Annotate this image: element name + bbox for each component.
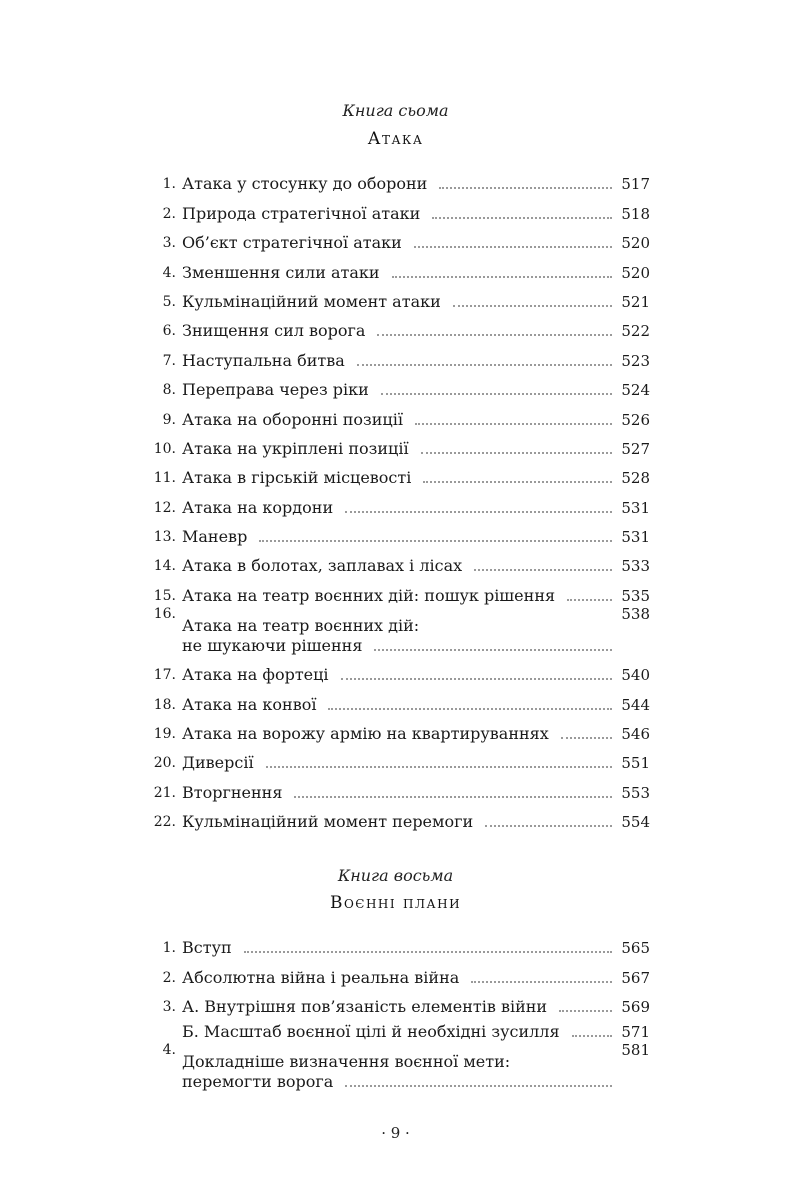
toc-entry	[146, 517, 650, 546]
dot-leader	[294, 796, 612, 798]
book8-title: Воєнні плани	[329, 893, 462, 913]
dot-leader	[572, 1035, 612, 1037]
entry-title: Атака в болотах, заплавах і лісах	[182, 556, 463, 576]
entry-title: Атака на кордони	[182, 497, 334, 517]
entry-title-continued: не шукаючи рішення	[182, 635, 363, 655]
entry-number: 1.	[162, 940, 176, 957]
toc-entry	[146, 928, 650, 957]
entry-page-number: 535	[621, 586, 650, 605]
dot-leader	[414, 246, 612, 248]
entry-number: 5.	[162, 293, 176, 310]
entry-number: 3.	[162, 235, 176, 252]
toc-entry	[146, 684, 650, 713]
page-number: · 9 ·	[381, 1124, 410, 1142]
entry-page-number: 518	[621, 204, 650, 223]
entry-number: 1.	[162, 176, 176, 193]
entry-title: Атака на оборонні позиції	[182, 409, 403, 429]
dot-leader	[559, 1010, 612, 1012]
dot-leader	[244, 951, 612, 953]
dot-leader	[421, 452, 612, 454]
entry-title: Б. Масштаб воєнної цілі й необхідні зусилля	[182, 1022, 560, 1042]
dot-leader	[567, 599, 612, 601]
entry-page-number: 546	[621, 725, 650, 744]
toc-entry	[146, 311, 650, 340]
entry-title: Атака в гірській місцевості	[182, 468, 412, 488]
toc-entry	[146, 487, 650, 516]
entry-title: Атака на укріплені позиції	[182, 438, 409, 458]
entry-number: 14.	[153, 558, 176, 575]
toc-entry	[146, 605, 650, 655]
dot-leader	[485, 825, 612, 827]
entry-page-number: 531	[621, 498, 650, 517]
entry-number: 9.	[162, 411, 176, 428]
dot-leader	[392, 276, 612, 278]
toc-entry	[146, 1016, 650, 1041]
dot-leader	[345, 511, 612, 513]
entry-title: А. Внутрішня пов’язаність елементів війни	[182, 997, 548, 1017]
dot-leader	[345, 1085, 612, 1087]
toc-entry	[146, 164, 650, 193]
entry-title: Вторгнення	[182, 782, 283, 802]
toc-entry	[146, 399, 650, 428]
entry-page-number: 538	[621, 604, 650, 623]
toc-entry	[146, 546, 650, 575]
entry-number: 7.	[162, 352, 176, 369]
entry-page-number: 521	[621, 292, 650, 311]
entry-title: Докладніше визначення воєнної мети:	[182, 1052, 511, 1072]
entry-number: 4.	[162, 1042, 176, 1059]
book7-label: Книга сьома	[342, 101, 449, 120]
entry-number: 21.	[153, 784, 176, 801]
entry-page-number: 517	[621, 175, 650, 194]
entry-title: Атака на ворожу армію на квартируваннях	[182, 724, 549, 744]
entry-page-number: 526	[621, 410, 650, 429]
entry-page-number: 567	[621, 968, 650, 987]
entry-title: Маневр	[182, 527, 248, 547]
entry-title: Атака на фортеці	[182, 665, 329, 685]
dot-leader	[471, 981, 612, 983]
dot-leader	[439, 187, 612, 189]
toc-entry	[146, 987, 650, 1016]
entry-number: 8.	[162, 382, 176, 399]
book8-label: Книга восьма	[337, 866, 454, 885]
entry-number: 11.	[153, 470, 176, 487]
toc-entry	[146, 743, 650, 772]
toc-entry	[146, 575, 650, 604]
entry-title: Об’єкт стратегічної атаки	[182, 233, 402, 253]
toc-entry	[146, 370, 650, 399]
entry-title: Кульмінаційний момент атаки	[182, 291, 441, 311]
toc-entry	[146, 772, 650, 801]
dot-leader	[381, 393, 612, 395]
entry-number: 4.	[162, 264, 176, 281]
toc-entry	[146, 252, 650, 281]
entry-number: 20.	[153, 755, 176, 772]
entry-page-number: 544	[621, 695, 650, 714]
dot-leader	[374, 649, 612, 651]
dot-leader	[259, 540, 612, 542]
dot-leader	[266, 766, 612, 768]
entry-title-continued: перемогти ворога	[182, 1072, 334, 1092]
dot-leader	[423, 481, 612, 483]
entry-title: Переправа через ріки	[182, 380, 369, 400]
entry-number: 19.	[153, 726, 176, 743]
toc-entry	[146, 957, 650, 986]
toc-entry	[146, 458, 650, 487]
entry-page-number: 528	[621, 469, 650, 488]
entry-number: 2.	[162, 969, 176, 986]
entry-page-number: 522	[621, 322, 650, 341]
entry-number: 6.	[162, 323, 176, 340]
toc-entry	[146, 1041, 650, 1091]
entry-page-number: 554	[621, 813, 650, 832]
entry-page-number: 553	[621, 783, 650, 802]
entry-title: Вступ	[182, 938, 232, 958]
entry-number: 13.	[153, 529, 176, 546]
entry-page-number: 523	[621, 351, 650, 370]
entry-title: Знищення сил ворога	[182, 321, 366, 341]
entry-number: 15.	[153, 587, 176, 604]
entry-page-number: 533	[621, 557, 650, 576]
dot-leader	[453, 305, 612, 307]
toc-entry	[146, 802, 650, 831]
entry-title: Атака на конвої	[182, 694, 317, 714]
book8-toc	[146, 928, 650, 1091]
toc-entry	[146, 655, 650, 684]
entry-title: Атака у стосунку до оборони	[182, 174, 428, 194]
entry-page-number: 540	[621, 666, 650, 685]
entry-page-number: 531	[621, 528, 650, 547]
dot-leader	[377, 334, 612, 336]
entry-title: Диверсії	[182, 753, 254, 773]
entry-title: Атака на театр воєнних дій:	[182, 615, 420, 635]
entry-number: 3.	[162, 999, 176, 1016]
dot-leader	[415, 423, 612, 425]
entry-page-number: 569	[621, 998, 650, 1017]
entry-number: 12.	[153, 499, 176, 516]
book7-title: Атака	[367, 129, 424, 149]
dot-leader	[357, 364, 612, 366]
dot-leader	[432, 217, 612, 219]
dot-leader	[474, 569, 612, 571]
dot-leader	[561, 737, 612, 739]
dot-leader	[341, 678, 612, 680]
toc-entry	[146, 282, 650, 311]
toc-entry	[146, 340, 650, 369]
entry-page-number: 520	[621, 234, 650, 253]
entry-number: 18.	[153, 696, 176, 713]
entry-page-number: 581	[621, 1041, 650, 1060]
toc-entry	[146, 193, 650, 222]
entry-title: Абсолютна війна і реальна війна	[182, 967, 460, 987]
entry-title: Природа стратегічної атаки	[182, 203, 421, 223]
toc-entry	[146, 223, 650, 252]
entry-page-number: 520	[621, 263, 650, 282]
dot-leader	[328, 708, 612, 710]
toc-entry	[146, 714, 650, 743]
entry-number: 2.	[162, 205, 176, 222]
entry-page-number: 565	[621, 939, 650, 958]
entry-title: Кульмінаційний момент перемоги	[182, 812, 474, 832]
entry-title: Наступальна битва	[182, 350, 345, 370]
entry-number: 10.	[153, 440, 176, 457]
book7-toc	[146, 164, 650, 831]
toc-entry	[146, 429, 650, 458]
entry-page-number: 527	[621, 439, 650, 458]
entry-page-number: 571	[621, 1023, 650, 1042]
entry-number: 17.	[153, 667, 176, 684]
entry-title: Зменшення сили атаки	[182, 262, 380, 282]
entry-page-number: 524	[621, 381, 650, 400]
entry-number: 22.	[153, 814, 176, 831]
entry-number: 16.	[153, 605, 176, 622]
entry-title: Атака на театр воєнних дій: пошук рішення	[182, 585, 556, 605]
entry-page-number: 551	[621, 754, 650, 773]
